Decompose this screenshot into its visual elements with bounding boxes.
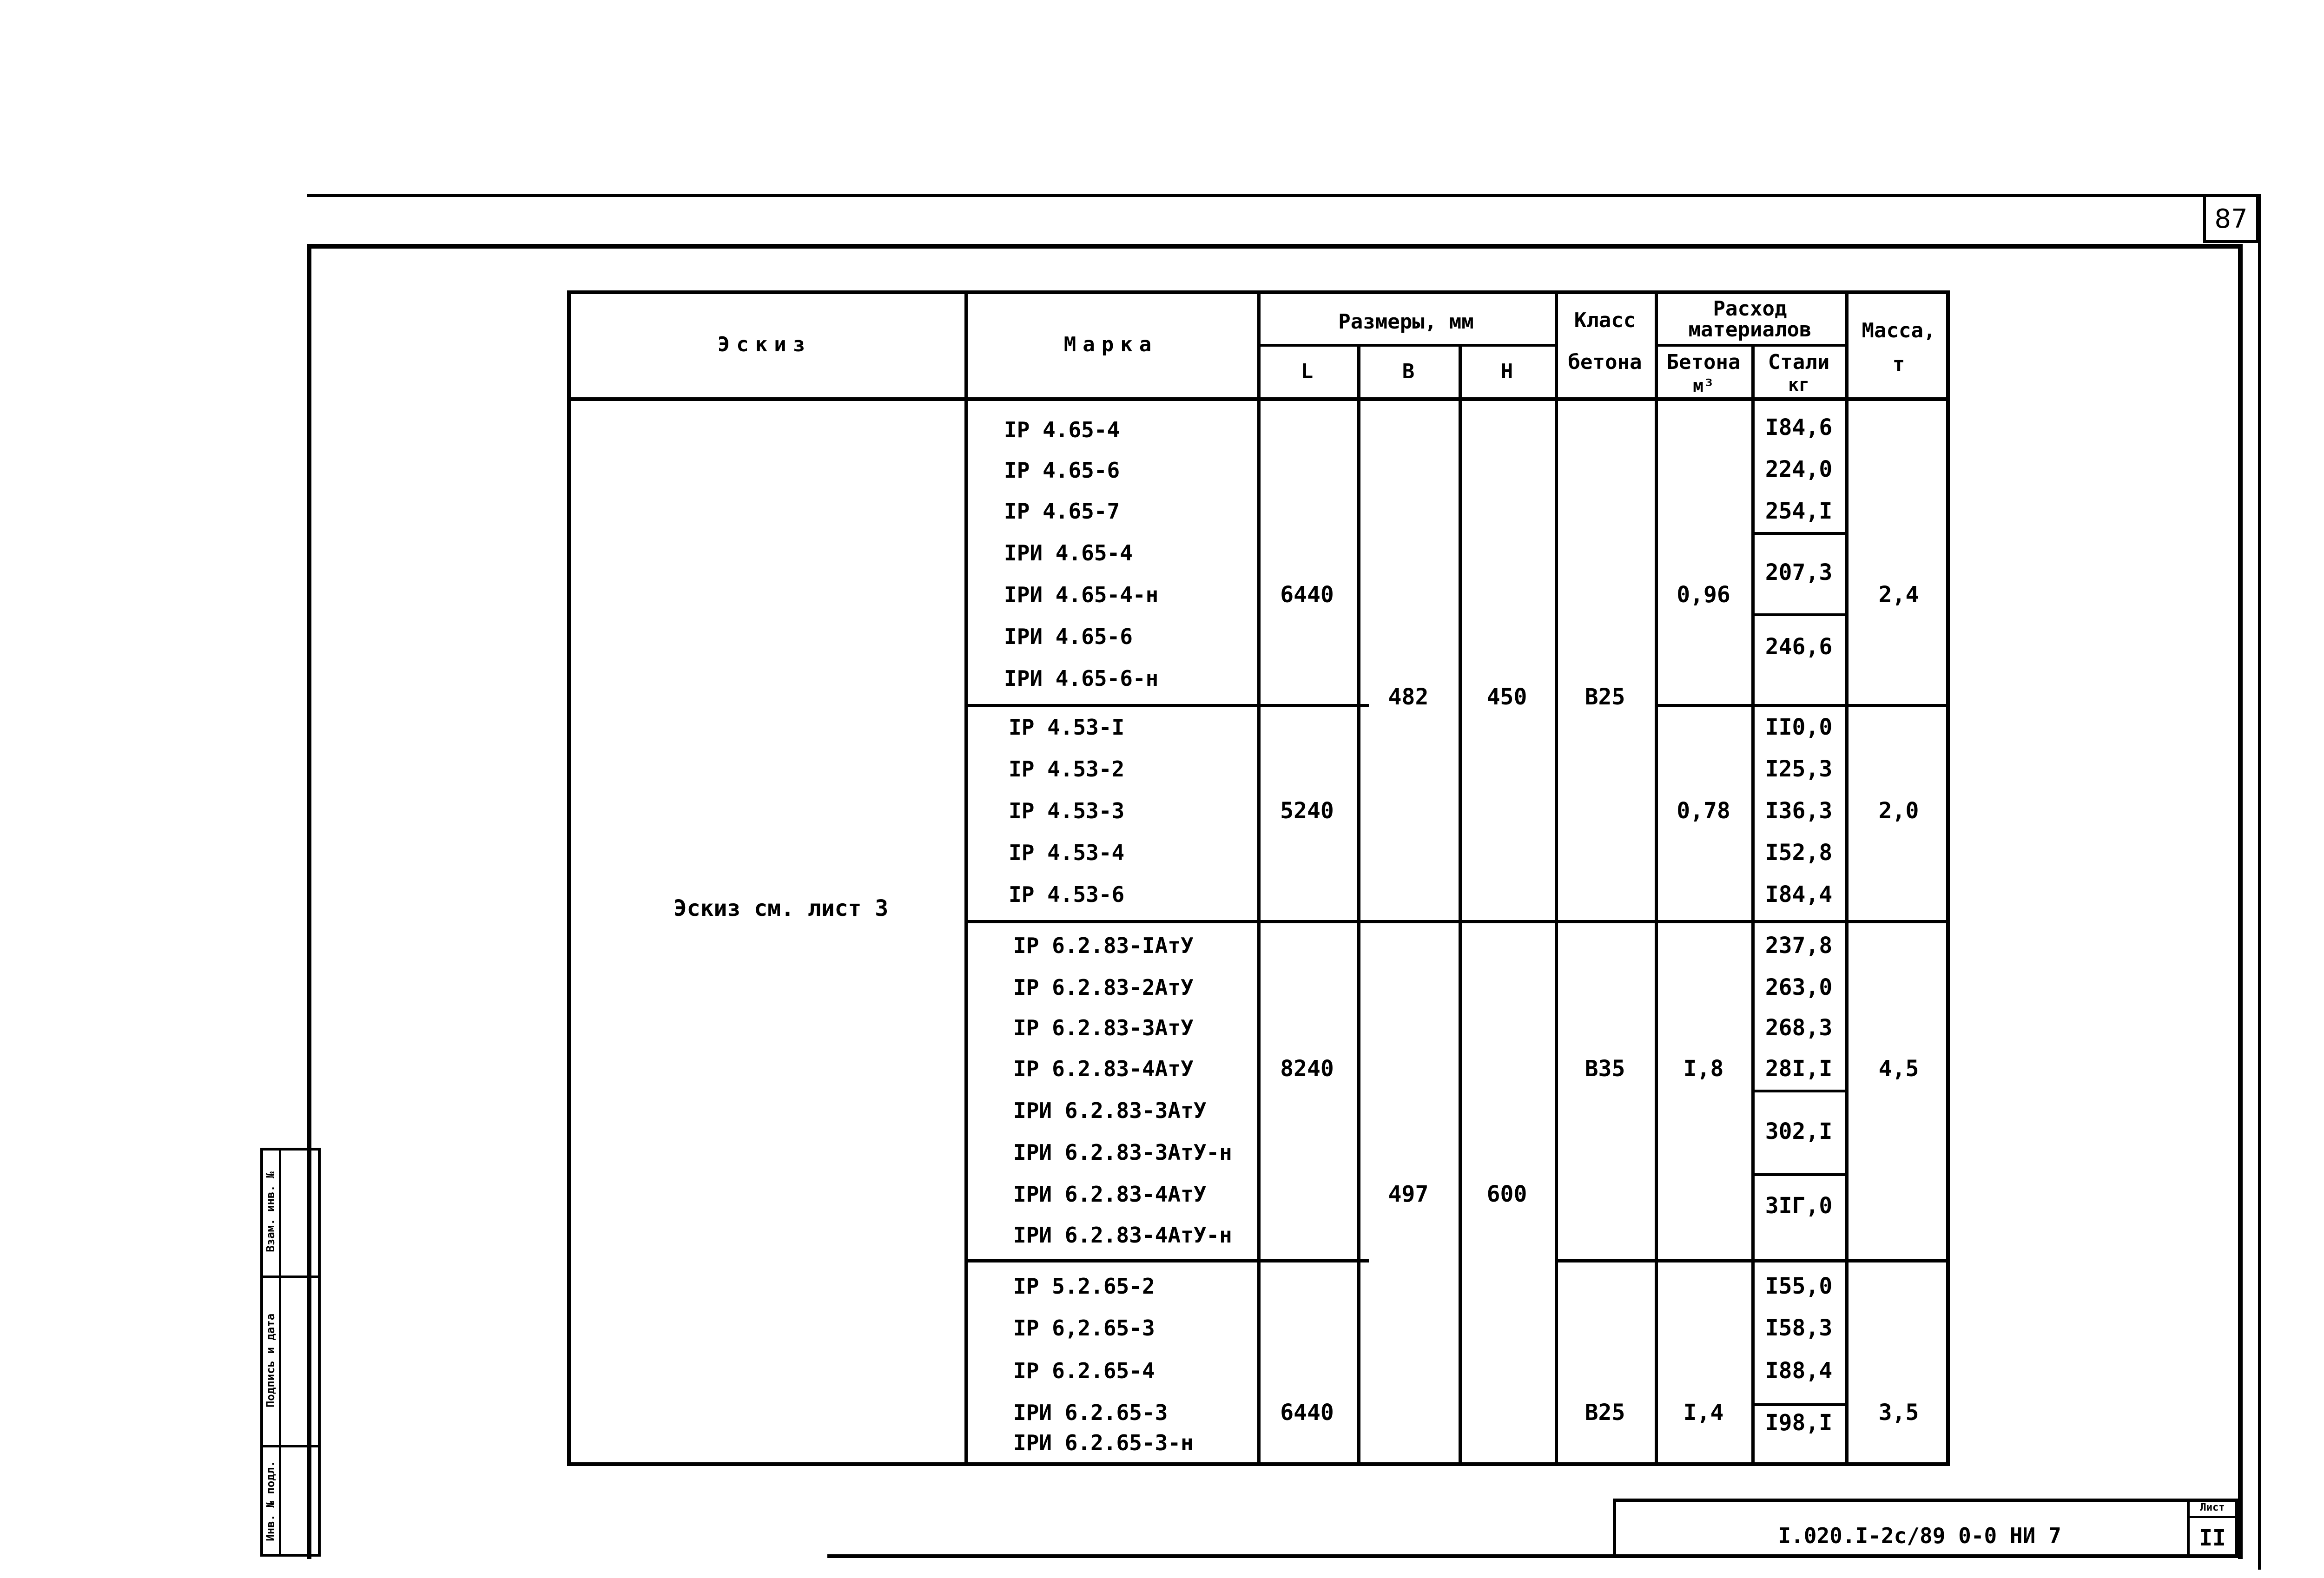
header-sketch: Эскиз bbox=[717, 333, 812, 356]
dim-B-small: 482 bbox=[1388, 684, 1429, 710]
dim-B-large: 497 bbox=[1388, 1181, 1429, 1207]
binding-signature-date: Подпись и дата bbox=[264, 1313, 277, 1408]
mark-cell: IР 4.65-6 bbox=[1004, 458, 1120, 483]
steel-cell: I55,0 bbox=[1765, 1273, 1833, 1299]
steel-cell: 263,0 bbox=[1765, 974, 1833, 1000]
sketch-note: Эскиз см. лист 3 bbox=[673, 895, 889, 921]
steel-cell: I58,3 bbox=[1765, 1315, 1833, 1341]
frame-outer-top bbox=[307, 194, 2259, 197]
concrete-group-4: I,4 bbox=[1683, 1400, 1724, 1426]
steel-cell: II0,0 bbox=[1765, 714, 1833, 740]
mark-cell: IР 4.53-4 bbox=[1009, 840, 1125, 865]
steel-sub-line bbox=[1751, 1173, 1847, 1176]
mark-cell: IРИ 6.2.65-3-н bbox=[1013, 1430, 1194, 1455]
steel-sub-line bbox=[1751, 532, 1847, 535]
class-group-4: B25 bbox=[1585, 1400, 1625, 1426]
mark-cell: IР 4.65-7 bbox=[1004, 499, 1120, 524]
col-line-L-B bbox=[1357, 344, 1360, 1466]
concrete-group-1: 0,96 bbox=[1677, 582, 1730, 608]
document-code: I.020.I-2с/89 0-0 НИ 7 bbox=[1778, 1523, 2061, 1548]
mark-cell: IР 4.53-2 bbox=[1009, 756, 1125, 782]
concrete-group-3: I,8 bbox=[1683, 1056, 1724, 1082]
steel-cell: 28I,I bbox=[1765, 1056, 1833, 1082]
mass-group-1: 2,4 bbox=[1878, 582, 1919, 608]
header-mass-2: т bbox=[1892, 353, 1905, 376]
steel-cell: I84,6 bbox=[1765, 414, 1833, 441]
header-class-2: бетона bbox=[1568, 350, 1642, 374]
col-line-class-concrete bbox=[1655, 290, 1658, 1466]
steel-cell: I88,4 bbox=[1765, 1358, 1833, 1384]
mark-cell: IР 4.65-4 bbox=[1004, 417, 1120, 442]
mark-cell: IРИ 4.65-6-н bbox=[1004, 666, 1159, 691]
frame-outer-right bbox=[2258, 194, 2261, 1570]
steel-cell: 207,3 bbox=[1765, 559, 1833, 585]
dim-H-large: 600 bbox=[1486, 1181, 1527, 1207]
dim-L-group-2: 5240 bbox=[1280, 798, 1334, 824]
header-concrete-vol-2: м³ bbox=[1693, 375, 1714, 396]
col-line-concrete-steel bbox=[1751, 344, 1755, 1466]
steel-cell: 237,8 bbox=[1765, 933, 1833, 959]
mark-cell: IР 6.2.83-2АтУ bbox=[1013, 975, 1194, 1000]
group-sep-1-right bbox=[1655, 704, 1950, 707]
col-line-mark-L bbox=[1257, 290, 1261, 1466]
steel-cell: 246,6 bbox=[1765, 634, 1833, 660]
col-line-steel-mass bbox=[1845, 290, 1849, 1466]
concrete-group-2: 0,78 bbox=[1677, 798, 1730, 824]
steel-cell: 254,I bbox=[1765, 498, 1833, 524]
binding-strip-sep bbox=[260, 1276, 321, 1278]
header-dim-L: L bbox=[1301, 360, 1314, 383]
col-line-sketch-mark bbox=[964, 290, 968, 1466]
group-sep-1-mark-L bbox=[964, 704, 1369, 707]
steel-cell: 224,0 bbox=[1765, 456, 1833, 482]
header-consumption-2: материалов bbox=[1688, 318, 1812, 342]
steel-cell: I84,4 bbox=[1765, 881, 1833, 907]
page-number: 87 bbox=[2214, 204, 2248, 234]
mark-cell: IРИ 4.65-4-н bbox=[1004, 582, 1159, 607]
mark-cell: IРИ 6.2.83-3АтУ-н bbox=[1013, 1140, 1232, 1165]
header-class-1: Класс bbox=[1574, 309, 1636, 332]
header-mark: Марка bbox=[1063, 333, 1158, 356]
frame-top bbox=[307, 244, 2243, 249]
header-concrete-vol-1: Бетона bbox=[1666, 350, 1741, 374]
mass-group-4: 3,5 bbox=[1878, 1400, 1919, 1426]
mark-cell: IРИ 6.2.83-3АтУ bbox=[1013, 1098, 1207, 1123]
binding-strip-sep bbox=[260, 1445, 321, 1447]
hdr-line-bottom bbox=[567, 397, 1950, 401]
mark-cell: IР 6.2.83-4АтУ bbox=[1013, 1056, 1194, 1081]
header-mass-1: Масса, bbox=[1862, 319, 1936, 342]
steel-cell: I52,8 bbox=[1765, 840, 1833, 866]
binding-replacement-inv: Взам. инв. № bbox=[264, 1171, 277, 1252]
dim-L-group-1: 6440 bbox=[1280, 582, 1334, 608]
sheet-stamp-divider bbox=[2187, 1516, 2238, 1518]
class-small: B25 bbox=[1585, 684, 1625, 710]
sheet-number: II bbox=[2199, 1525, 2226, 1551]
steel-cell: 302,I bbox=[1765, 1118, 1833, 1144]
steel-sub-line bbox=[1751, 613, 1847, 616]
mark-cell: IРИ 6.2.83-4АтУ bbox=[1013, 1182, 1207, 1207]
dim-L-group-3: 8240 bbox=[1280, 1056, 1334, 1082]
mark-cell: IР 6.2.83-3АтУ bbox=[1013, 1015, 1194, 1040]
header-steel-2: кг bbox=[1788, 375, 1809, 395]
mark-cell: IР 6,2.65-3 bbox=[1013, 1315, 1155, 1341]
group-sep-2 bbox=[964, 920, 1950, 923]
header-steel-1: Стали bbox=[1768, 350, 1830, 374]
header-dimensions: Размеры, мм bbox=[1338, 310, 1474, 334]
binding-strip-divider bbox=[279, 1148, 281, 1557]
mark-cell: IР 4.53-6 bbox=[1009, 882, 1125, 907]
mark-cell: IРИ 6.2.65-3 bbox=[1013, 1400, 1168, 1425]
mark-cell: IРИ 4.65-6 bbox=[1004, 624, 1133, 649]
steel-cell: 268,3 bbox=[1765, 1015, 1833, 1041]
header-dim-B: B bbox=[1402, 360, 1415, 383]
mark-cell: IР 4.53-3 bbox=[1009, 798, 1125, 823]
dim-H-small: 450 bbox=[1486, 684, 1527, 710]
mark-cell: IРИ 4.65-4 bbox=[1004, 540, 1133, 565]
mark-cell: IР 5.2.65-2 bbox=[1013, 1274, 1155, 1299]
steel-cell: I36,3 bbox=[1765, 798, 1833, 824]
col-line-H-class bbox=[1555, 290, 1558, 1466]
group-sep-3-right bbox=[1555, 1259, 1950, 1262]
hdr-line-dims bbox=[1257, 344, 1557, 347]
col-line-B-H bbox=[1459, 344, 1462, 1466]
class-group-3: B35 bbox=[1585, 1056, 1625, 1082]
steel-cell: 3IГ,0 bbox=[1765, 1193, 1833, 1219]
steel-cell: I98,I bbox=[1765, 1410, 1833, 1436]
mark-cell: IР 4.53-I bbox=[1009, 715, 1125, 740]
group-sep-3-mark-L bbox=[964, 1259, 1369, 1262]
mass-group-2: 2,0 bbox=[1878, 798, 1919, 824]
header-consumption-1: Расход bbox=[1713, 297, 1787, 321]
steel-sub-line bbox=[1751, 1090, 1847, 1092]
mark-cell: IР 6.2.65-4 bbox=[1013, 1358, 1155, 1383]
mass-group-3: 4,5 bbox=[1878, 1056, 1919, 1082]
steel-cell: I25,3 bbox=[1765, 756, 1833, 782]
dim-L-group-4: 6440 bbox=[1280, 1400, 1334, 1426]
mark-cell: IРИ 6.2.83-4АтУ-н bbox=[1013, 1223, 1232, 1248]
steel-sub-line bbox=[1751, 1403, 1847, 1406]
hdr-line-consumption bbox=[1655, 344, 1848, 347]
sheet-label: Лист bbox=[2200, 1502, 2225, 1513]
frame-right bbox=[2238, 244, 2243, 1559]
header-dim-H: H bbox=[1500, 360, 1513, 383]
mark-cell: IР 6.2.83-IАтУ bbox=[1013, 933, 1194, 958]
binding-inv-no: Инв. № подл. bbox=[264, 1460, 277, 1541]
